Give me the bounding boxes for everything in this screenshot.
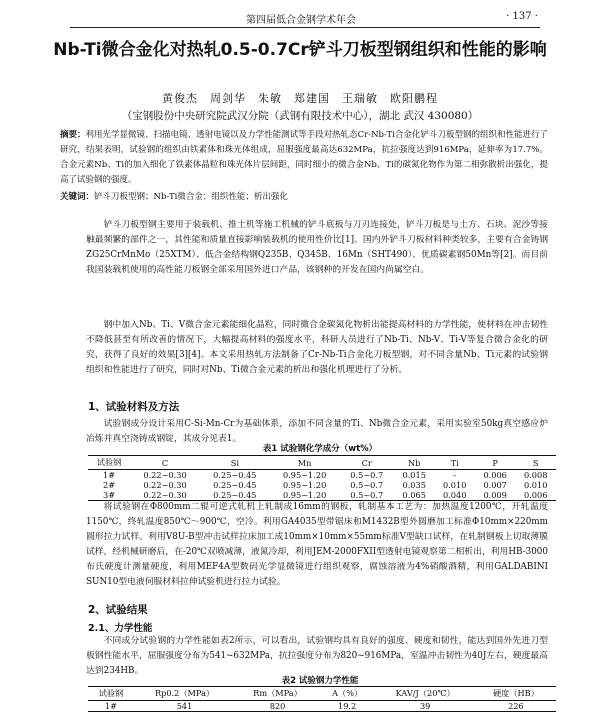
table-cell: 0.22~0.30 — [143, 480, 187, 490]
section-1-heading: 1、试验材料及方法 — [88, 401, 180, 413]
abstract-label: 摘要： — [60, 130, 86, 140]
table-row — [88, 701, 556, 712]
table-2-header: KAV/J（20℃） — [374, 687, 475, 701]
table-1-header: Ti — [434, 456, 474, 470]
table-cell: 0.5~0.7 — [340, 490, 394, 501]
keywords-text: 铲斗刀板型钢；Nb-Ti微合金；组织性能；析出强化 — [94, 192, 288, 202]
table-cell: 0.010 — [523, 480, 548, 490]
table-cell: 0.95~1.20 — [282, 470, 327, 480]
table-cell: 0.065 — [394, 490, 434, 501]
table-cell: 0.006 — [483, 470, 507, 480]
table-cell: 0.25~0.45 — [213, 480, 257, 490]
page-number: · 137 · — [506, 11, 538, 22]
table-2 — [88, 686, 556, 712]
abstract-text: 利用光学显微镜、扫描电镜、透射电镜以及力学性能测试等手段对热轧态Cr-Nb-Ti合金化铲斗刀板型钢的组织和性能进行了研究，结果表明，试验钢的组织由铁素体和珠光体组成，屈服强度最高达632MPa，抗拉强度达到916MPa，延伸率为17.7%。合金元素Nb、Ti的加入细化了铁素体晶粒和珠光体片层间距，同时细小的微合金Nb、Ti的碳氮化物作为第二相弥散析出强化，提高了试验钢的强度。 — [60, 130, 548, 185]
table-2-header: Rp0.2（MPa） — [134, 687, 235, 701]
table-cell: 39 — [374, 701, 475, 712]
section-2-1-heading: 2.1、力学性能 — [88, 623, 153, 634]
table-1-header: P — [475, 456, 515, 470]
table-1-header: Cr — [340, 456, 394, 470]
table-cell: 0.25~0.45 — [213, 470, 257, 480]
table-2-header: A（%） — [320, 687, 375, 701]
table-1-header: C — [130, 456, 200, 470]
table-1-header: 试验钢 — [88, 456, 130, 470]
table-1-header: S — [515, 456, 556, 470]
table-cell: 0.040 — [434, 490, 474, 501]
section-1-paragraph-1: 试验钢成分设计采用C-Si-Mn-Cr为基础体系，添加不同含量的Ti、Nb微合金元素，采用实验室50kg真空感应炉冶炼并真空浇铸成钢锭，其成分见表1。 — [86, 419, 548, 444]
table-cell: 19.2 — [320, 701, 375, 712]
table-1-header: Nb — [394, 456, 434, 470]
table-cell: 0.5~0.7 — [350, 480, 384, 490]
table-2-header: 试验钢 — [88, 687, 134, 701]
table-cell: 0.22~0.30 — [130, 490, 200, 501]
table-cell: 0.25~0.45 — [200, 490, 270, 501]
table-1-caption: 表1 试验钢化学成分（wt%） — [262, 444, 378, 454]
table-cell: - — [453, 470, 457, 480]
intro-paragraph-1: 铲斗刀板型钢主要用于装载机、推土机等施工机械的铲斗底板与刀刃连接处，铲斗刀板是与土方、石块、泥沙等接触最频繁的部件之一，其性能和质量直接影响装载机的使用性价比[1]。国内外铲斗刀板材料种类较多，主要有合金铸钢ZG25CrMnMo（25XTM）、低合金结构钢Q235B、Q345B、16Mn（SHT490）、优质碳素钢50Mn等[2]。而目前我国装载机使用的高性能刀板钢全部采用国外进口产品，该钢种的开发在国内尚属空白。 — [86, 220, 548, 275]
table-cell: 820 — [235, 701, 320, 712]
keywords-label: 关键词： — [60, 192, 95, 202]
table-cell: 541 — [134, 701, 235, 712]
table-cell: 3# — [88, 490, 130, 501]
table-row — [88, 490, 556, 501]
table-cell: 0.22~0.30 — [143, 470, 187, 480]
table-row — [88, 470, 556, 481]
running-header — [70, 9, 540, 28]
table-2-header: Rm（MPa） — [235, 687, 320, 701]
conference-name: 第四届低合金钢学术年会 — [246, 15, 356, 26]
table-cell: 1# — [103, 470, 116, 480]
table-cell: 0.035 — [402, 480, 426, 490]
table-cell: 1# — [88, 701, 134, 712]
intro-paragraph-2: 钢中加入Nb、Ti、V微合金元素能细化晶粒，同时微合金碳氮化物析出能提高材料的力学性能，使材料在冲击韧性不降低甚至有所改善的情况下，大幅提高材料的强度水平，科研人员进行了Nb-Ti、Nb-V、Ti-V等复合微合金化的研究，获得了良好的效果[3][4]。本文采用热轧方法制备了Cr-Nb-Ti合金化刀板型钢，对不同含量Nb、Ti元素的试验钢组织和性能进行了研究，同时对Nb、Ti微合金元素的析出和强化机理进行了分析。 — [86, 320, 548, 375]
section-1-paragraph-2: 将试验钢在Φ800mm二辊可逆式轧机上轧制成16mm的钢板，轧制基本工艺为：加热温度1200℃，开轧温度1150℃，终轧温度850℃～900℃，空冷。利用GA4035型带锯床和M1432B型外圆磨加工标准Φ10mm×220mm圆形拉力试样。利用V8U-B型冲击试样拉床加工成10mm×10mm×55mm标准V型缺口试样，在轧制钢板上切取薄膜试样，经机械研磨后，在-20℃双喷减薄，液氮冷却，利用JEM-2000FXII型透射电镜观察第二相析出，利用HB-3000布氏硬度计测量硬度，利用MEF4A型数码光学显微镜进行组织观察，腐蚀溶液为4%硝酸酒精，利用GALDABINI SUN10型电液伺服材料拉伸试验机进行拉力试验。 — [86, 502, 548, 587]
table-2-caption: 表2 试验钢力学性能 — [281, 676, 359, 686]
keywords — [60, 190, 548, 202]
paper-title: Nb-Ti微合金化对热轧0.5-0.7Cr铲斗刀板型钢组织和性能的影响 — [53, 40, 547, 60]
table-cell: 0.010 — [442, 480, 467, 490]
table-1-header: Si — [200, 456, 270, 470]
table-1-header: Mn — [270, 456, 340, 470]
table-cell: 0.95~1.20 — [282, 480, 327, 490]
section-2-heading: 2、试验结果 — [88, 604, 148, 616]
table-cell: 0.5~0.7 — [350, 470, 384, 480]
table-row — [88, 480, 556, 490]
table-2-header: 硬度（HB） — [476, 687, 556, 701]
table-cell: 0.006 — [515, 490, 556, 501]
abstract — [60, 128, 548, 188]
table-cell: 2# — [103, 480, 116, 490]
table-cell: 0.008 — [523, 470, 548, 480]
author-list: 黄俊杰 周剑华 朱敏 郑建国 王瑞敏 欧阳鹏程 — [162, 92, 438, 105]
table-cell: 0.95~1.20 — [270, 490, 340, 501]
affiliation: （宝钢股份中央研究院武汉分院（武钢有限技术中心），湖北 武汉 430080） — [121, 110, 479, 122]
section-2-paragraph-1: 不同成分试验钢的力学性能如表2所示，可以看出，试验钢均具有良好的强度、硬度和韧性，能达到国外先进刀型板钢性能水平，屈服强度分布为541~632MPa，抗拉强度分布为820~916MPa，室温冲击韧性为40J左右，硬度最高达到234HB。 — [86, 636, 548, 676]
table-cell: 0.007 — [483, 480, 507, 490]
table-cell: 0.015 — [402, 470, 426, 480]
table-cell: 0.009 — [475, 490, 515, 501]
table-1 — [88, 455, 556, 501]
table-cell: 226 — [476, 701, 556, 712]
